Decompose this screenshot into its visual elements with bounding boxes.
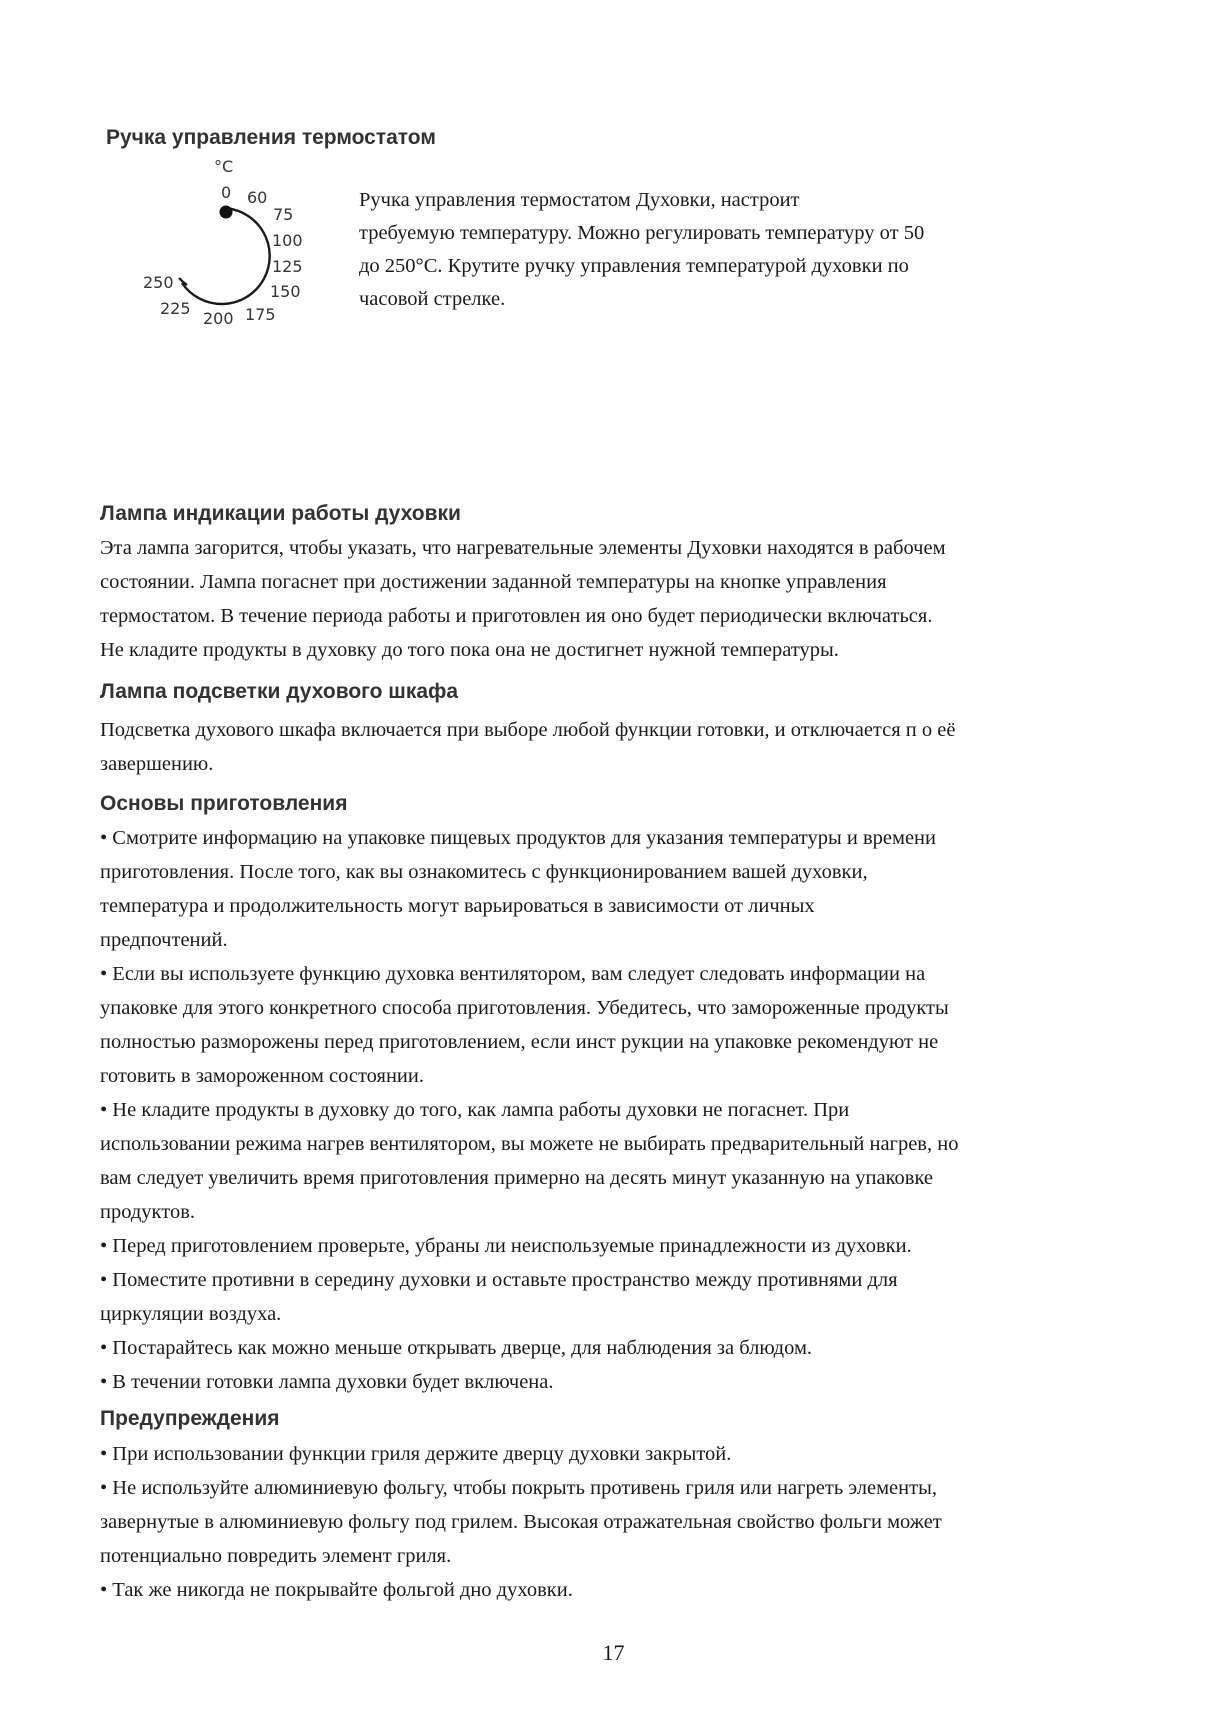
- cooking-basics-text-line: • Не кладите продукты в духовку до того, как лампа работы духовки не погаснет. При: [100, 1099, 850, 1121]
- dial-label-150: 150: [270, 282, 301, 301]
- indicator-lamp-text-line: состоянии. Лампа погаснет при достижении заданной температуры на кнопке управления: [100, 571, 887, 593]
- warnings-text-line: • При использовании функции гриля держите дверцу духовки закрытой.: [100, 1443, 732, 1465]
- dial-label-125: 125: [272, 257, 303, 276]
- thermostat-dial-diagram: [130, 150, 330, 340]
- indicator-lamp-text-line: Эта лампа загорится, чтобы указать, что нагревательные элементы Духовки находятся в рабочем: [100, 537, 946, 559]
- cooking-basics-text-line: готовить в замороженном состоянии.: [100, 1065, 424, 1087]
- warnings-text-line: • Не используйте алюминиевую фольгу, чтобы покрыть противень гриля или нагреть элементы,: [100, 1477, 937, 1499]
- dial-label-75: 75: [273, 205, 294, 224]
- cooking-basics-text-line: вам следует увеличить время приготовления примерно на десять минут указанную на упаковке: [100, 1167, 934, 1189]
- cooking-basics-text-line: • Постарайтесь как можно меньше открывать дверце, для наблюдения за блюдом.: [100, 1337, 813, 1359]
- cooking-basics-text-line: • Перед приготовлением проверьте, убраны ли неиспользуемые принадлежности из духовки.: [100, 1235, 912, 1257]
- dial-label-250: 250: [143, 273, 174, 292]
- warnings-text-line: завернутые в алюминиевую фольгу под грилем. Высокая отражательная свойство фольги может: [100, 1511, 942, 1533]
- thermostat-text-line: требуемую температуру. Можно регулировать температуру от 50: [359, 222, 925, 244]
- oven-light-heading: Лампа подсветки духового шкафа: [100, 680, 459, 703]
- dial-unit-label: °C: [214, 157, 234, 176]
- thermostat-heading: Ручка управления термостатом: [106, 126, 436, 149]
- cooking-basics-text-line: температура и продолжительность могут варьироваться в зависимости от личных: [100, 895, 815, 917]
- dial-scale-arc: [182, 208, 270, 304]
- cooking-basics-text-line: приготовления. После того, как вы ознакомитесь с функционированием вашей духовки,: [100, 861, 868, 883]
- oven-light-text-line: Подсветка духового шкафа включается при выборе любой функции готовки, и отключается п о её: [100, 719, 956, 741]
- cooking-basics-text-line: • Поместите противни в середину духовки и оставьте пространство между противнями для: [100, 1269, 898, 1291]
- page-number: 17: [602, 1640, 625, 1665]
- indicator-lamp-text-line: Не кладите продукты в духовку до того пока она не достигнет нужной температуры.: [100, 639, 839, 661]
- dial-label-0: 0: [221, 183, 232, 202]
- cooking-basics-text-line: • Если вы используете функцию духовка вентилятором, вам следует следовать информации на: [100, 963, 926, 985]
- indicator-lamp-heading: Лампа индикации работы духовки: [100, 502, 461, 525]
- dial-label-200: 200: [203, 309, 234, 328]
- dial-label-225: 225: [160, 299, 191, 318]
- oven-light-text-line: завершению.: [100, 753, 214, 775]
- cooking-basics-text-line: • В течении готовки лампа духовки будет включена.: [100, 1371, 554, 1393]
- dial-label-100: 100: [272, 231, 303, 250]
- cooking-basics-text-line: продуктов.: [100, 1201, 195, 1223]
- warnings-text-line: • Так же никогда не покрывайте фольгой дно духовки.: [100, 1579, 573, 1601]
- thermostat-text-line: часовой стрелке.: [359, 288, 506, 310]
- dial-label-175: 175: [245, 305, 276, 324]
- dial-pointer-dot: [220, 206, 233, 219]
- thermostat-text-line: Ручка управления термостатом Духовки, настроит: [359, 189, 800, 211]
- dial-label-60: 60: [247, 188, 268, 207]
- cooking-basics-text-line: упаковке для этого конкретного способа приготовления. Убедитесь, что замороженные продукты: [100, 997, 949, 1019]
- warnings-heading: Предупреждения: [100, 1407, 280, 1430]
- cooking-basics-heading: Основы приготовления: [100, 792, 348, 815]
- warnings-text-line: потенциально повредить элемент гриля.: [100, 1545, 452, 1567]
- thermostat-text-line: до 250°C. Крутите ручку управления температурой духовки по: [359, 255, 909, 277]
- cooking-basics-text-line: предпочтений.: [100, 929, 228, 951]
- cooking-basics-text-line: • Смотрите информацию на упаковке пищевых продуктов для указания температуры и времени: [100, 827, 936, 849]
- cooking-basics-text-line: циркуляции воздуха.: [100, 1303, 282, 1325]
- indicator-lamp-text-line: термостатом. В течение периода работы и приготовлен ия оно будет периодически включаться.: [100, 605, 933, 627]
- cooking-basics-text-line: использовании режима нагрев вентилятором, вы можете не выбирать предварительный нагрев, но: [100, 1133, 959, 1155]
- cooking-basics-text-line: полностью разморожены перед приготовлением, если инст рукции на упаковке рекомендуют не: [100, 1031, 939, 1053]
